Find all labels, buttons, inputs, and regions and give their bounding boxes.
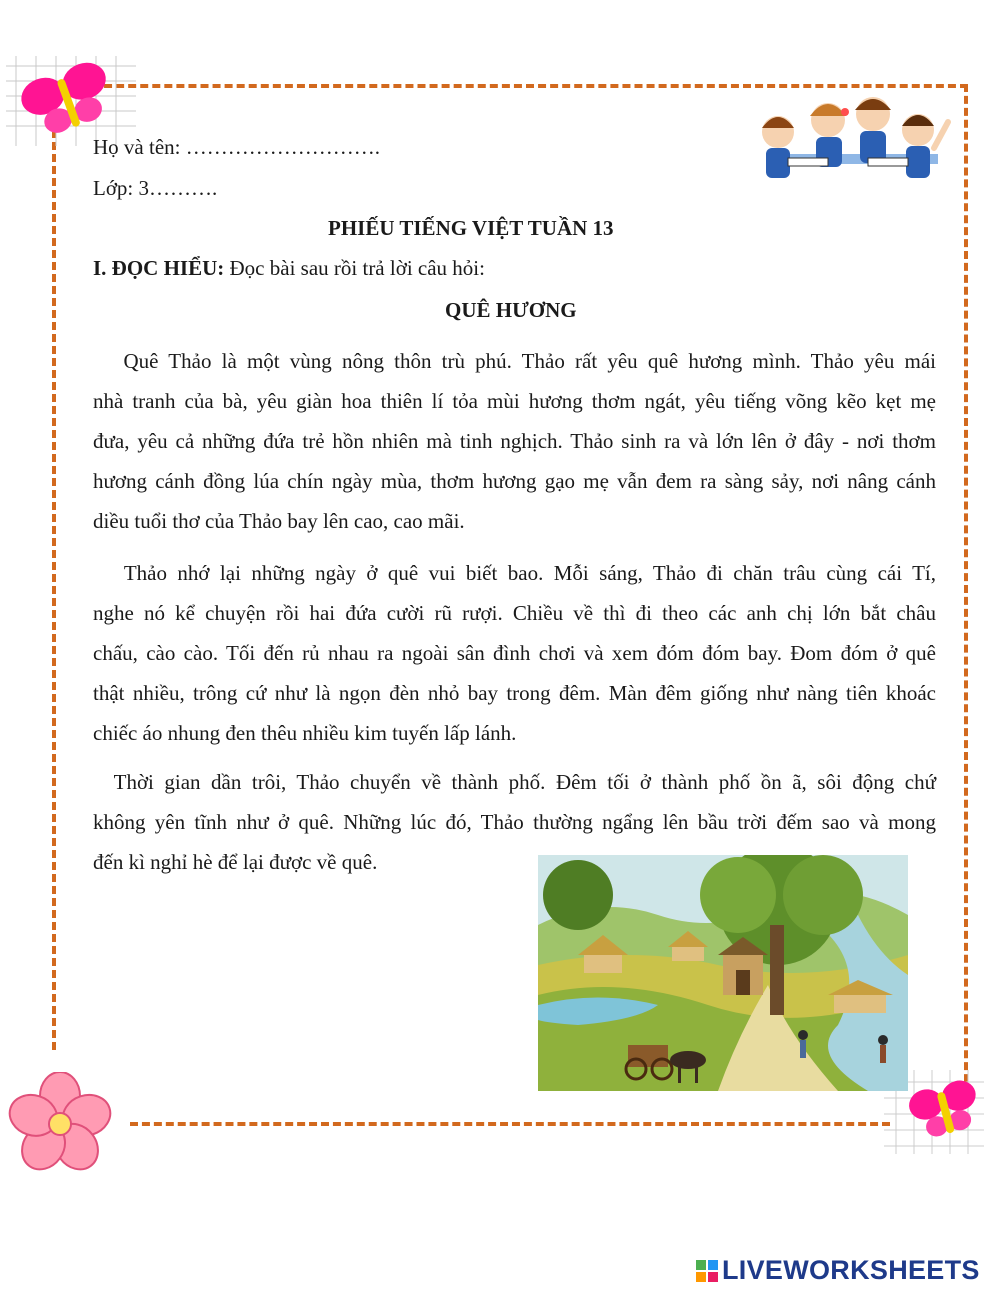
paragraph-line: hương cánh đồng lúa chín ngày mùa, thơm hương gạo mẹ vẫn đem ra sàng sảy, nơi nâng cánh <box>93 469 936 493</box>
paragraph-line: chiếc áo nhung đen thêu nhiều kim tuyến lấp lánh. <box>93 721 517 745</box>
paragraph-line: thật nhiều, trông cứ như là ngọn đèn nhỏ bay trong đêm. Màn đêm giống như nàng tiên khoác <box>93 681 936 705</box>
class-line: Lớp: 3………. <box>93 176 218 200</box>
section-heading <box>93 258 485 279</box>
paragraph-line: diều tuổi thơ của Thảo bay lên cao, cao mãi. <box>93 509 465 533</box>
butterfly-icon <box>6 56 136 146</box>
student-name-line: Họ và tên: ………………………. <box>93 135 380 159</box>
paragraph-line: không yên tĩnh như ở quê. Những lúc đó, Thảo thường ngẩng lên bầu trời đếm sao và mong <box>93 810 936 834</box>
paragraph-line: chấu, cào cào. Tối đến rủ nhau ra ngoài sân đình chơi và xem đóm đóm bay. Đom đóm ở quê <box>93 641 936 665</box>
paragraph-line: Quê Thảo là một vùng nông thôn trù phú. Thảo rất yêu quê hương mình. Thảo yêu mái <box>93 349 936 373</box>
paragraph-line: Thảo nhớ lại những ngày ở quê vui biết bao. Mỗi sáng, Thảo đi chăn trâu cùng cái Tí, <box>93 561 936 585</box>
students-illustration <box>748 92 958 192</box>
village-painting <box>538 855 908 1091</box>
section-label: I. ĐỌC HIỂU: <box>93 256 225 280</box>
paragraph-line: đưa, yêu cả những đứa trẻ hồn nhiên mà tinh nghịch. Thảo sinh ra và lớn lên ở đây - nơi thơm <box>93 429 936 453</box>
paragraph-line: Thời gian dần trôi, Thảo chuyển về thành phố. Đêm tối ở thành phố ồn ã, sôi động chứ <box>93 770 936 794</box>
frame-border-right <box>964 84 968 1094</box>
story-title: QUÊ HƯƠNG <box>445 298 577 322</box>
liveworksheets-brand[interactable] <box>696 1255 980 1286</box>
brand-text: LIVEWORKSHEETS <box>722 1255 980 1285</box>
frame-border-left <box>52 130 56 1050</box>
page-title: PHIẾU TIẾNG VIỆT TUẦN 13 <box>328 216 614 240</box>
paragraph-1 <box>93 341 936 541</box>
frame-border-top <box>92 84 968 88</box>
flower-icon <box>8 1072 112 1176</box>
paragraph-line: đến kì nghỉ hè để lại được về quê. <box>93 850 378 874</box>
liveworksheets-logo-icon <box>696 1260 718 1282</box>
frame-border-bottom <box>130 1122 890 1126</box>
paragraph-line: nhà tranh của bà, yêu giàn hoa thiên lí tỏa mùi hương thơm ngát, yêu tiếng võng kẽo kẹt mẹ <box>93 389 936 413</box>
paragraph-2 <box>93 553 936 753</box>
paragraph-line: nghe nó kể chuyện rồi hai đứa cười rũ rượi. Chiều về thì đi theo các anh chị lớn bắt châu <box>93 601 936 625</box>
section-instruction: Đọc bài sau rồi trả lời câu hỏi: <box>224 256 485 280</box>
